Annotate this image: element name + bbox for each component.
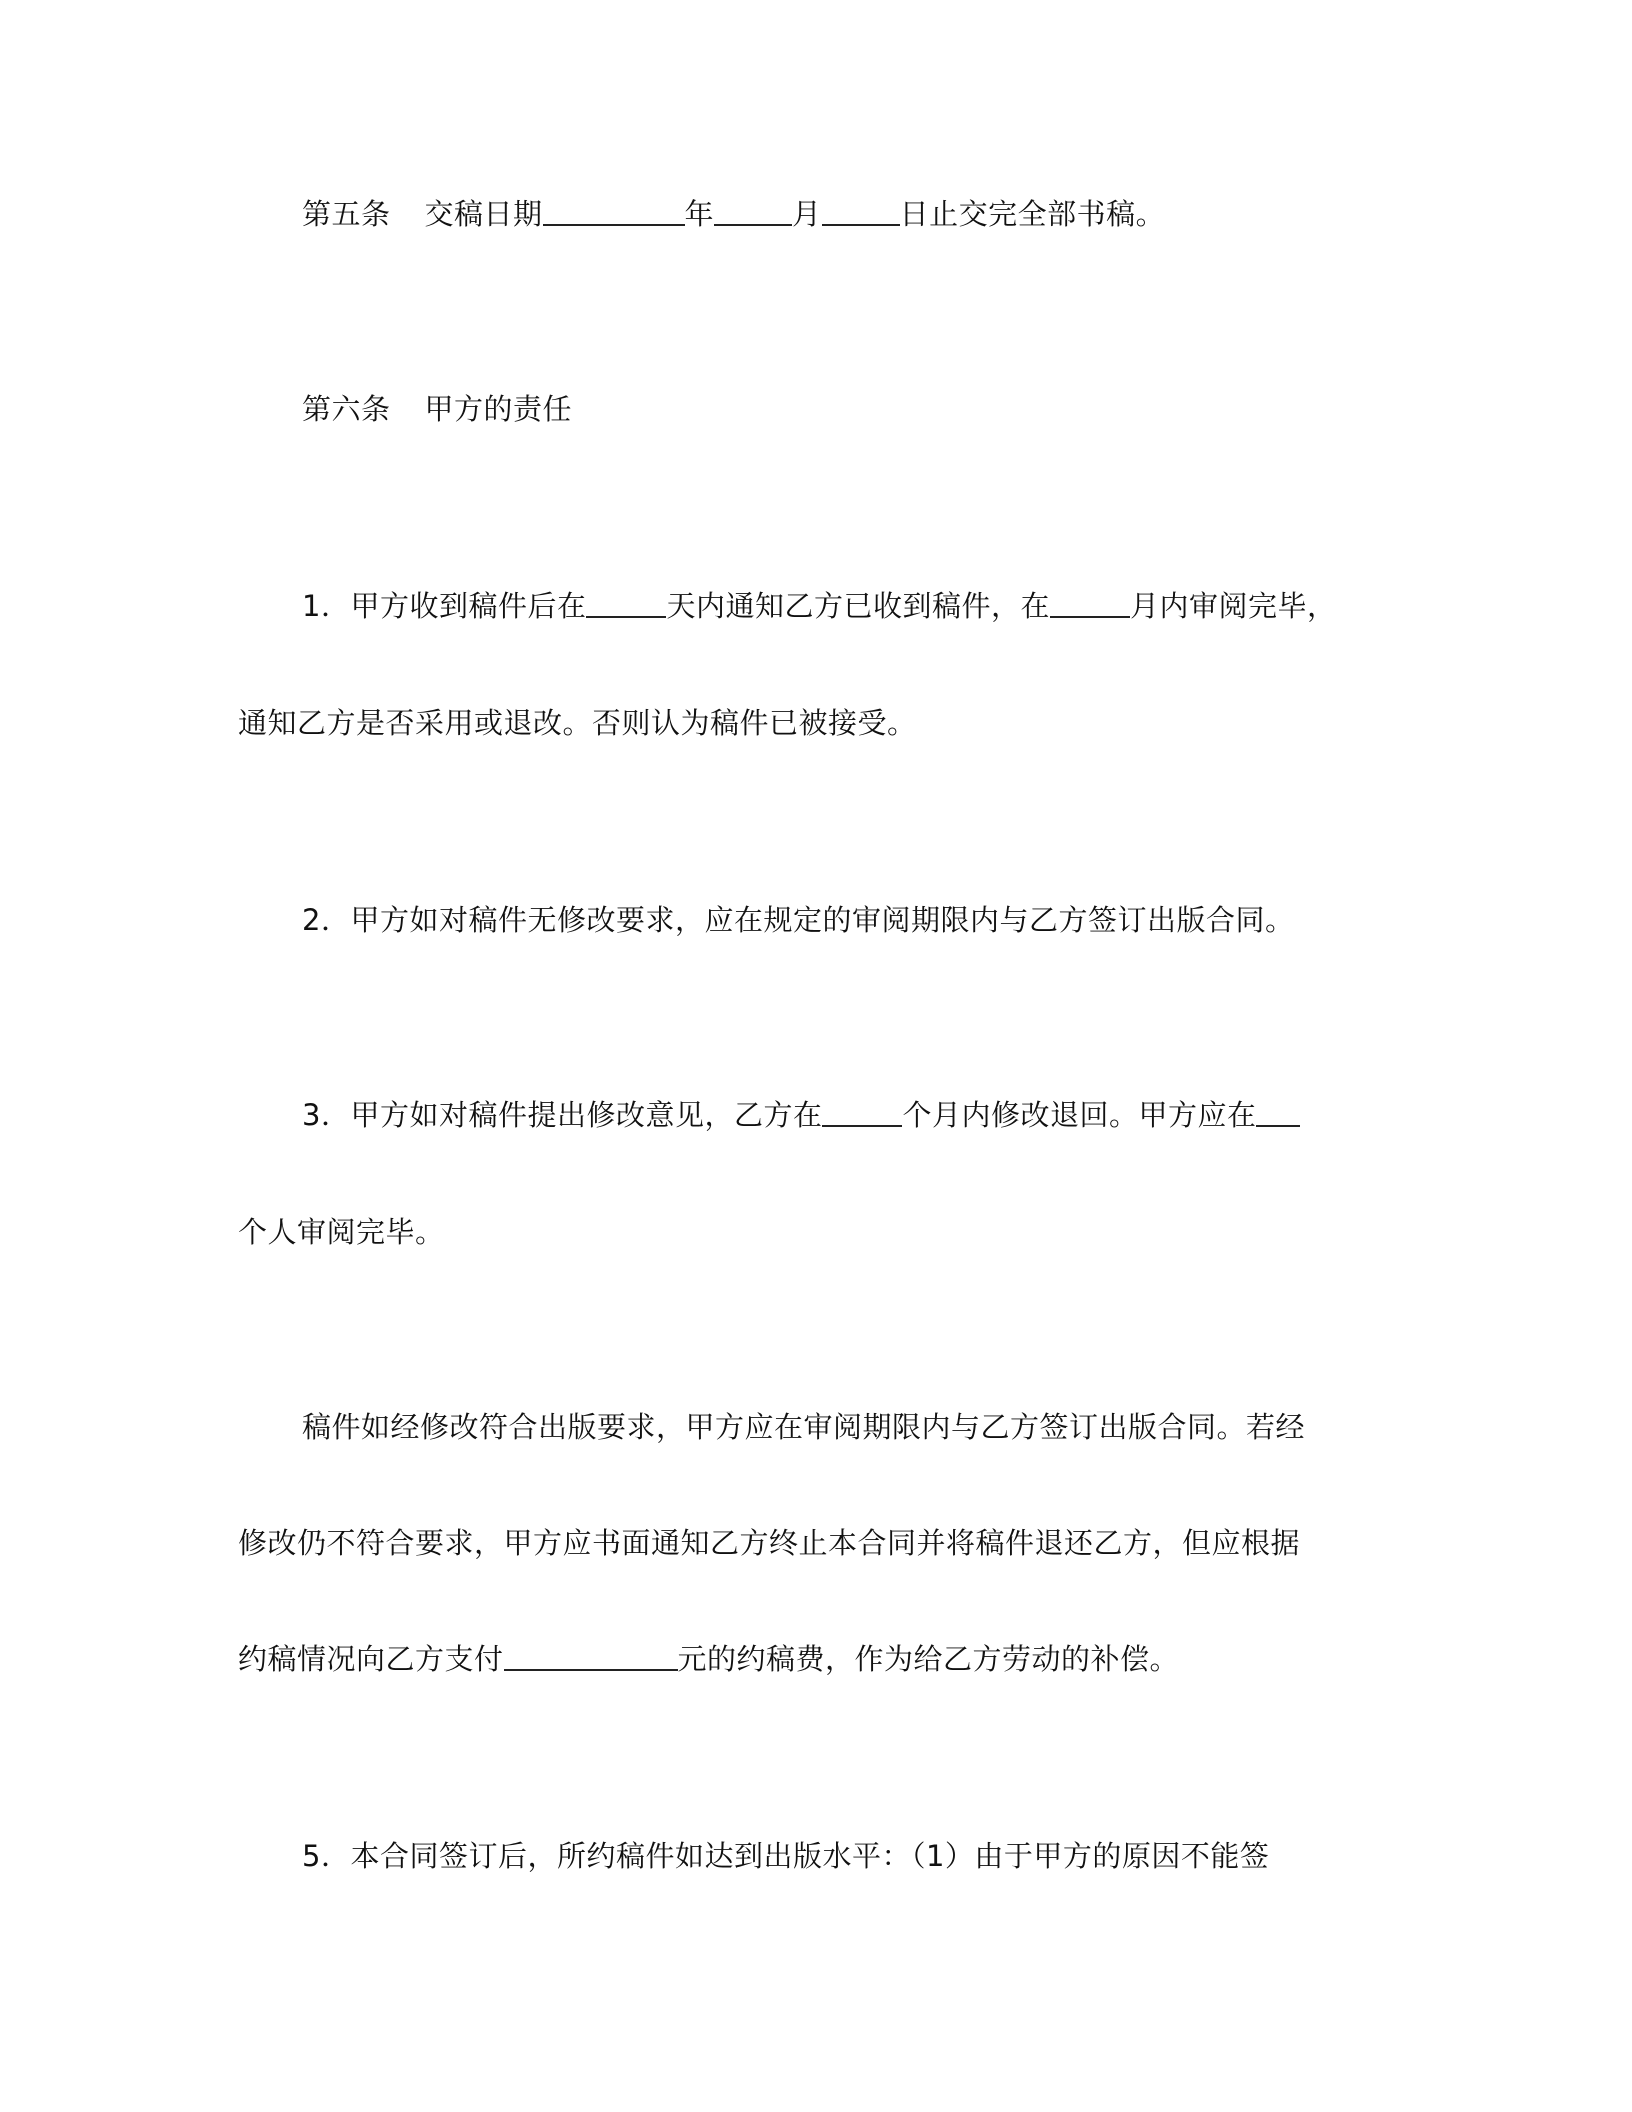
item2-text: 2．甲方如对稿件无修改要求，应在规定的审阅期限内与乙方签订出版合同。: [302, 903, 1295, 937]
fee-blank: [504, 1639, 678, 1671]
para4-text-1: 稿件如经修改符合出版要求，甲方应在审阅期限内与乙方签订出版合同。若经: [302, 1410, 1306, 1444]
article5-text-a: 交稿日期: [424, 197, 543, 231]
item1-text-c: 月内审阅完毕，: [1129, 589, 1337, 623]
item1-text-d: 通知乙方是否采用或退改。否则认为稿件已被接受。: [238, 706, 917, 740]
item3-text-c: 个人审阅完毕。: [238, 1215, 445, 1249]
days-blank: [586, 586, 666, 618]
para4-text-3a: 约稿情况向乙方支付: [238, 1642, 504, 1676]
months-blank: [1050, 586, 1130, 618]
item1-line2: [238, 703, 917, 743]
article6-heading: [302, 389, 572, 429]
review-blank: [1256, 1095, 1300, 1127]
para4-text-3b: 元的约稿费，作为给乙方劳动的补偿。: [677, 1642, 1180, 1676]
day-blank: [822, 194, 900, 226]
para4-line3: [238, 1639, 1179, 1679]
item1-text-a: 1．甲方收到稿件后在: [302, 589, 587, 623]
para4-text-2: 修改仍不符合要求，甲方应书面通知乙方终止本合同并将稿件退还乙方，但应根据: [238, 1526, 1301, 1560]
item1-line1: [302, 586, 1336, 626]
year-blank: [543, 194, 685, 226]
item5-text: 5．本合同签订后，所约稿件如达到出版水平：（1）由于甲方的原因不能签: [302, 1839, 1270, 1873]
para4-line1: [302, 1407, 1305, 1447]
item3-text-b: 个月内修改退回。甲方应在: [902, 1098, 1257, 1132]
item3-text-a: 3．甲方如对稿件提出修改意见，乙方在: [302, 1098, 823, 1132]
item1-text-b: 天内通知乙方已收到稿件，在: [666, 589, 1050, 623]
article5-line: [302, 194, 1165, 234]
article5-label: 第五条: [302, 197, 391, 231]
item2-line: [302, 900, 1294, 940]
article6-title: 甲方的责任: [424, 392, 573, 426]
item5-line: [302, 1836, 1269, 1876]
item3-line2: [238, 1212, 445, 1252]
article5-text-d: 日止交完全部书稿。: [899, 197, 1166, 231]
article6-label: 第六条: [302, 392, 391, 426]
revise-months-blank: [822, 1095, 902, 1127]
article5-text-c: 月: [792, 197, 822, 231]
item3-line1: [302, 1095, 1300, 1135]
article5-text-b: 年: [684, 197, 715, 231]
para4-line2: [238, 1523, 1300, 1563]
month-blank: [714, 194, 792, 226]
